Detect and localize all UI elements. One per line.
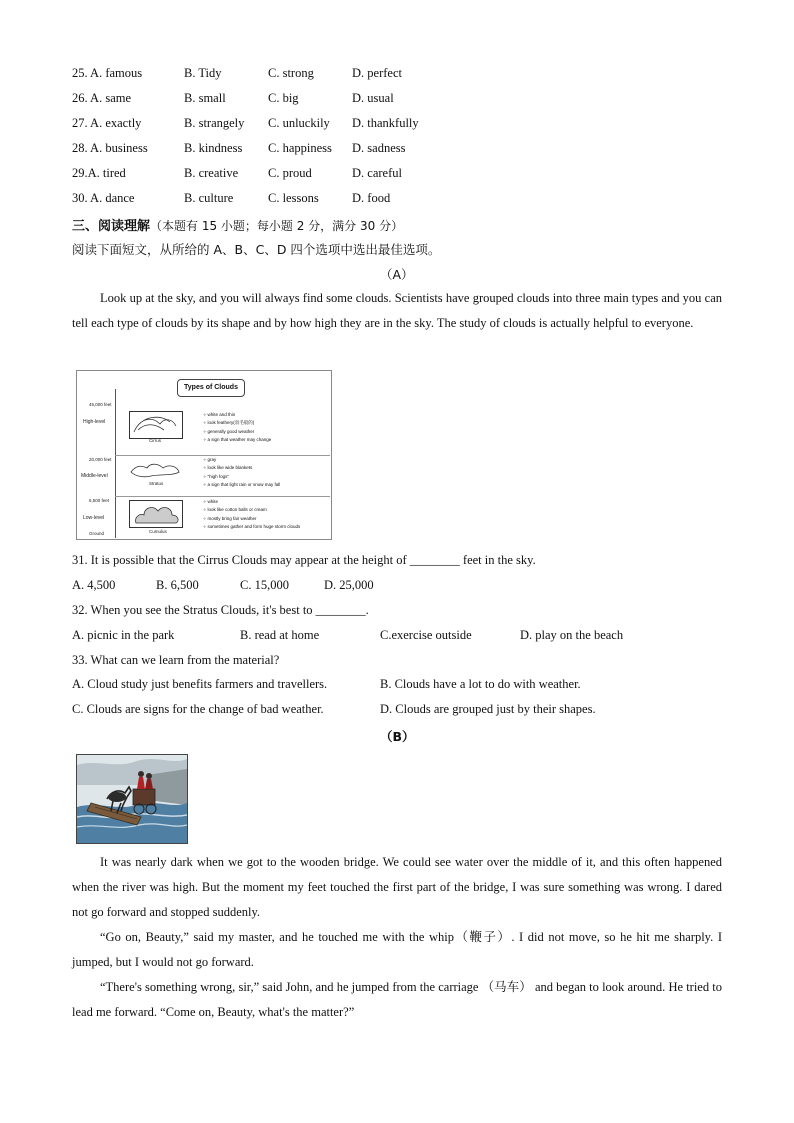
cumulus-cloud-icon	[130, 501, 182, 527]
divider	[115, 496, 330, 497]
choice-c: C.exercise outside	[380, 628, 472, 642]
middle-level-notes	[203, 456, 280, 489]
choice-b: B. Clouds have a lot to do with weather.	[380, 677, 581, 691]
note: ✧ a sign that light rain or snow may fall	[203, 481, 280, 489]
figure-title: Types of Clouds	[177, 379, 245, 397]
note: ✧ mostly bring fair weather	[203, 515, 300, 523]
level-label: Low-level	[83, 515, 105, 521]
section-note: （本题有 15 小题；每小题 2 分，满分 30 分）	[150, 219, 404, 233]
option-d: D. sadness	[352, 141, 406, 155]
choice-b: B. read at home	[240, 628, 320, 642]
option-d: D. food	[352, 191, 391, 205]
option-a: 30. A. dance	[72, 191, 135, 205]
high-level-notes	[203, 411, 271, 444]
question-33: 33. What can we learn from the material?	[72, 653, 280, 667]
option-c: C. proud	[268, 166, 312, 180]
cirrus-cloud-icon	[130, 412, 182, 438]
option-a: 26. A. same	[72, 91, 132, 105]
choice-a: A. picnic in the park	[72, 628, 175, 642]
option-d: D. usual	[352, 91, 394, 105]
option-d: D. thankfully	[352, 116, 419, 130]
passage-a-label: （A）	[380, 267, 414, 282]
stratus-cloud-icon	[129, 458, 181, 480]
height-axis	[115, 389, 116, 538]
choice-d: D. Clouds are grouped just by their shapes.	[380, 702, 596, 716]
height-label: 20,000 feet	[89, 457, 112, 462]
level-label: Middle-level	[81, 473, 108, 479]
option-d: D. careful	[352, 166, 402, 180]
option-a: 25. A. famous	[72, 66, 143, 80]
choice-c: C. 15,000	[240, 578, 289, 592]
cloud-types-figure	[76, 370, 332, 540]
note: ✧ look like cotton balls or cream	[203, 506, 300, 514]
option-c: C. happiness	[268, 141, 332, 155]
level-label: High-level	[83, 419, 106, 425]
note: ✧ "high fogs"	[203, 473, 280, 481]
passage-b-paragraph-3: “There's something wrong, sir,” said John, and he jumped from the carriage （马车） and began to look around. He tried to lead me forward. “Come on, Beauty, what's the matter?”	[72, 980, 722, 1019]
cumulus-illustration	[129, 500, 183, 528]
option-b: B. kindness	[184, 141, 243, 155]
passage-b-paragraph-1: It was nearly dark when we got to the wooden bridge. We could see water over the middle of it, and this often happened when the river was high. But the moment my feet touched the first part of the bridge, I was sure something was wrong. I dared not go forward and stopped suddenly.	[72, 855, 722, 919]
horse-bridge-picture	[76, 754, 188, 844]
choice-b: B. 6,500	[156, 578, 199, 592]
note: ✧ look feathery(羽毛般的)	[203, 419, 271, 427]
note: ✧ a sign that weather may change	[203, 436, 271, 444]
cloud-name: Cumulus	[149, 529, 167, 534]
option-b: B. culture	[184, 191, 234, 205]
option-b: B. small	[184, 91, 226, 105]
question-32: 32. When you see the Stratus Clouds, it's best to ________.	[72, 603, 369, 617]
note: ✧ gray	[203, 456, 280, 464]
height-label: Ground	[89, 531, 105, 536]
option-a: 28. A. business	[72, 141, 148, 155]
passage-a-paragraph: Look up at the sky, and you will always find some clouds. Scientists have grouped clouds into three main types and you can tell each type of clouds by its shape and by how high they are in the sky. The study of clouds is actually helpful to everyone.	[72, 291, 722, 330]
cloud-name: Cirrus	[149, 438, 161, 443]
option-c: C. lessons	[268, 191, 319, 205]
stratus-illustration	[129, 458, 181, 480]
passage-a-text	[72, 286, 722, 336]
choice-a: A. Cloud study just benefits farmers and travellers.	[72, 677, 328, 691]
option-b: B. creative	[184, 166, 239, 180]
cirrus-illustration	[129, 411, 183, 439]
option-c: C. strong	[268, 66, 314, 80]
choice-c: C. Clouds are signs for the change of bad weather.	[72, 702, 324, 716]
height-label: 45,000 feet	[89, 402, 112, 407]
option-a: 29.A. tired	[72, 166, 126, 180]
choice-d: D. 25,000	[324, 578, 374, 592]
note: ✧ look like wide blankets	[203, 464, 280, 472]
section-instruction: 阅读下面短文，从所给的 A、B、C、D 四个选项中选出最佳选项。	[72, 242, 441, 257]
note: ✧ generally good weather	[203, 428, 271, 436]
option-b: B. strangely	[184, 116, 245, 130]
option-c: C. unluckily	[268, 116, 330, 130]
note: ✧ white and thin	[203, 411, 271, 419]
height-label: 6,500 feet	[89, 498, 110, 503]
option-a: 27. A. exactly	[72, 116, 142, 130]
horse-carriage-illustration	[77, 755, 187, 843]
passage-b-paragraph-2: “Go on, Beauty,” said my master, and he touched me with the whip（鞭子）. I did not move, so he hit me sharply. I jumped, but I would not go forward.	[72, 930, 722, 969]
option-b: B. Tidy	[184, 66, 222, 80]
cloud-name: Stratus	[149, 481, 164, 486]
option-d: D. perfect	[352, 66, 402, 80]
section-title: 三、阅读理解	[72, 219, 151, 234]
passage-b-label: （B）	[380, 729, 415, 744]
section-heading	[72, 215, 403, 234]
choice-d: D. play on the beach	[520, 628, 624, 642]
choice-a: A. 4,500	[72, 578, 116, 592]
question-31: 31. It is possible that the Cirrus Clouds may appear at the height of ________ feet in the sky.	[72, 553, 536, 567]
note: ✧ sometimes gather and form huge storm clouds	[203, 523, 300, 531]
low-level-notes	[203, 498, 300, 531]
passage-b-text	[72, 850, 722, 1025]
option-c: C. big	[268, 91, 299, 105]
note: ✧ white	[203, 498, 300, 506]
